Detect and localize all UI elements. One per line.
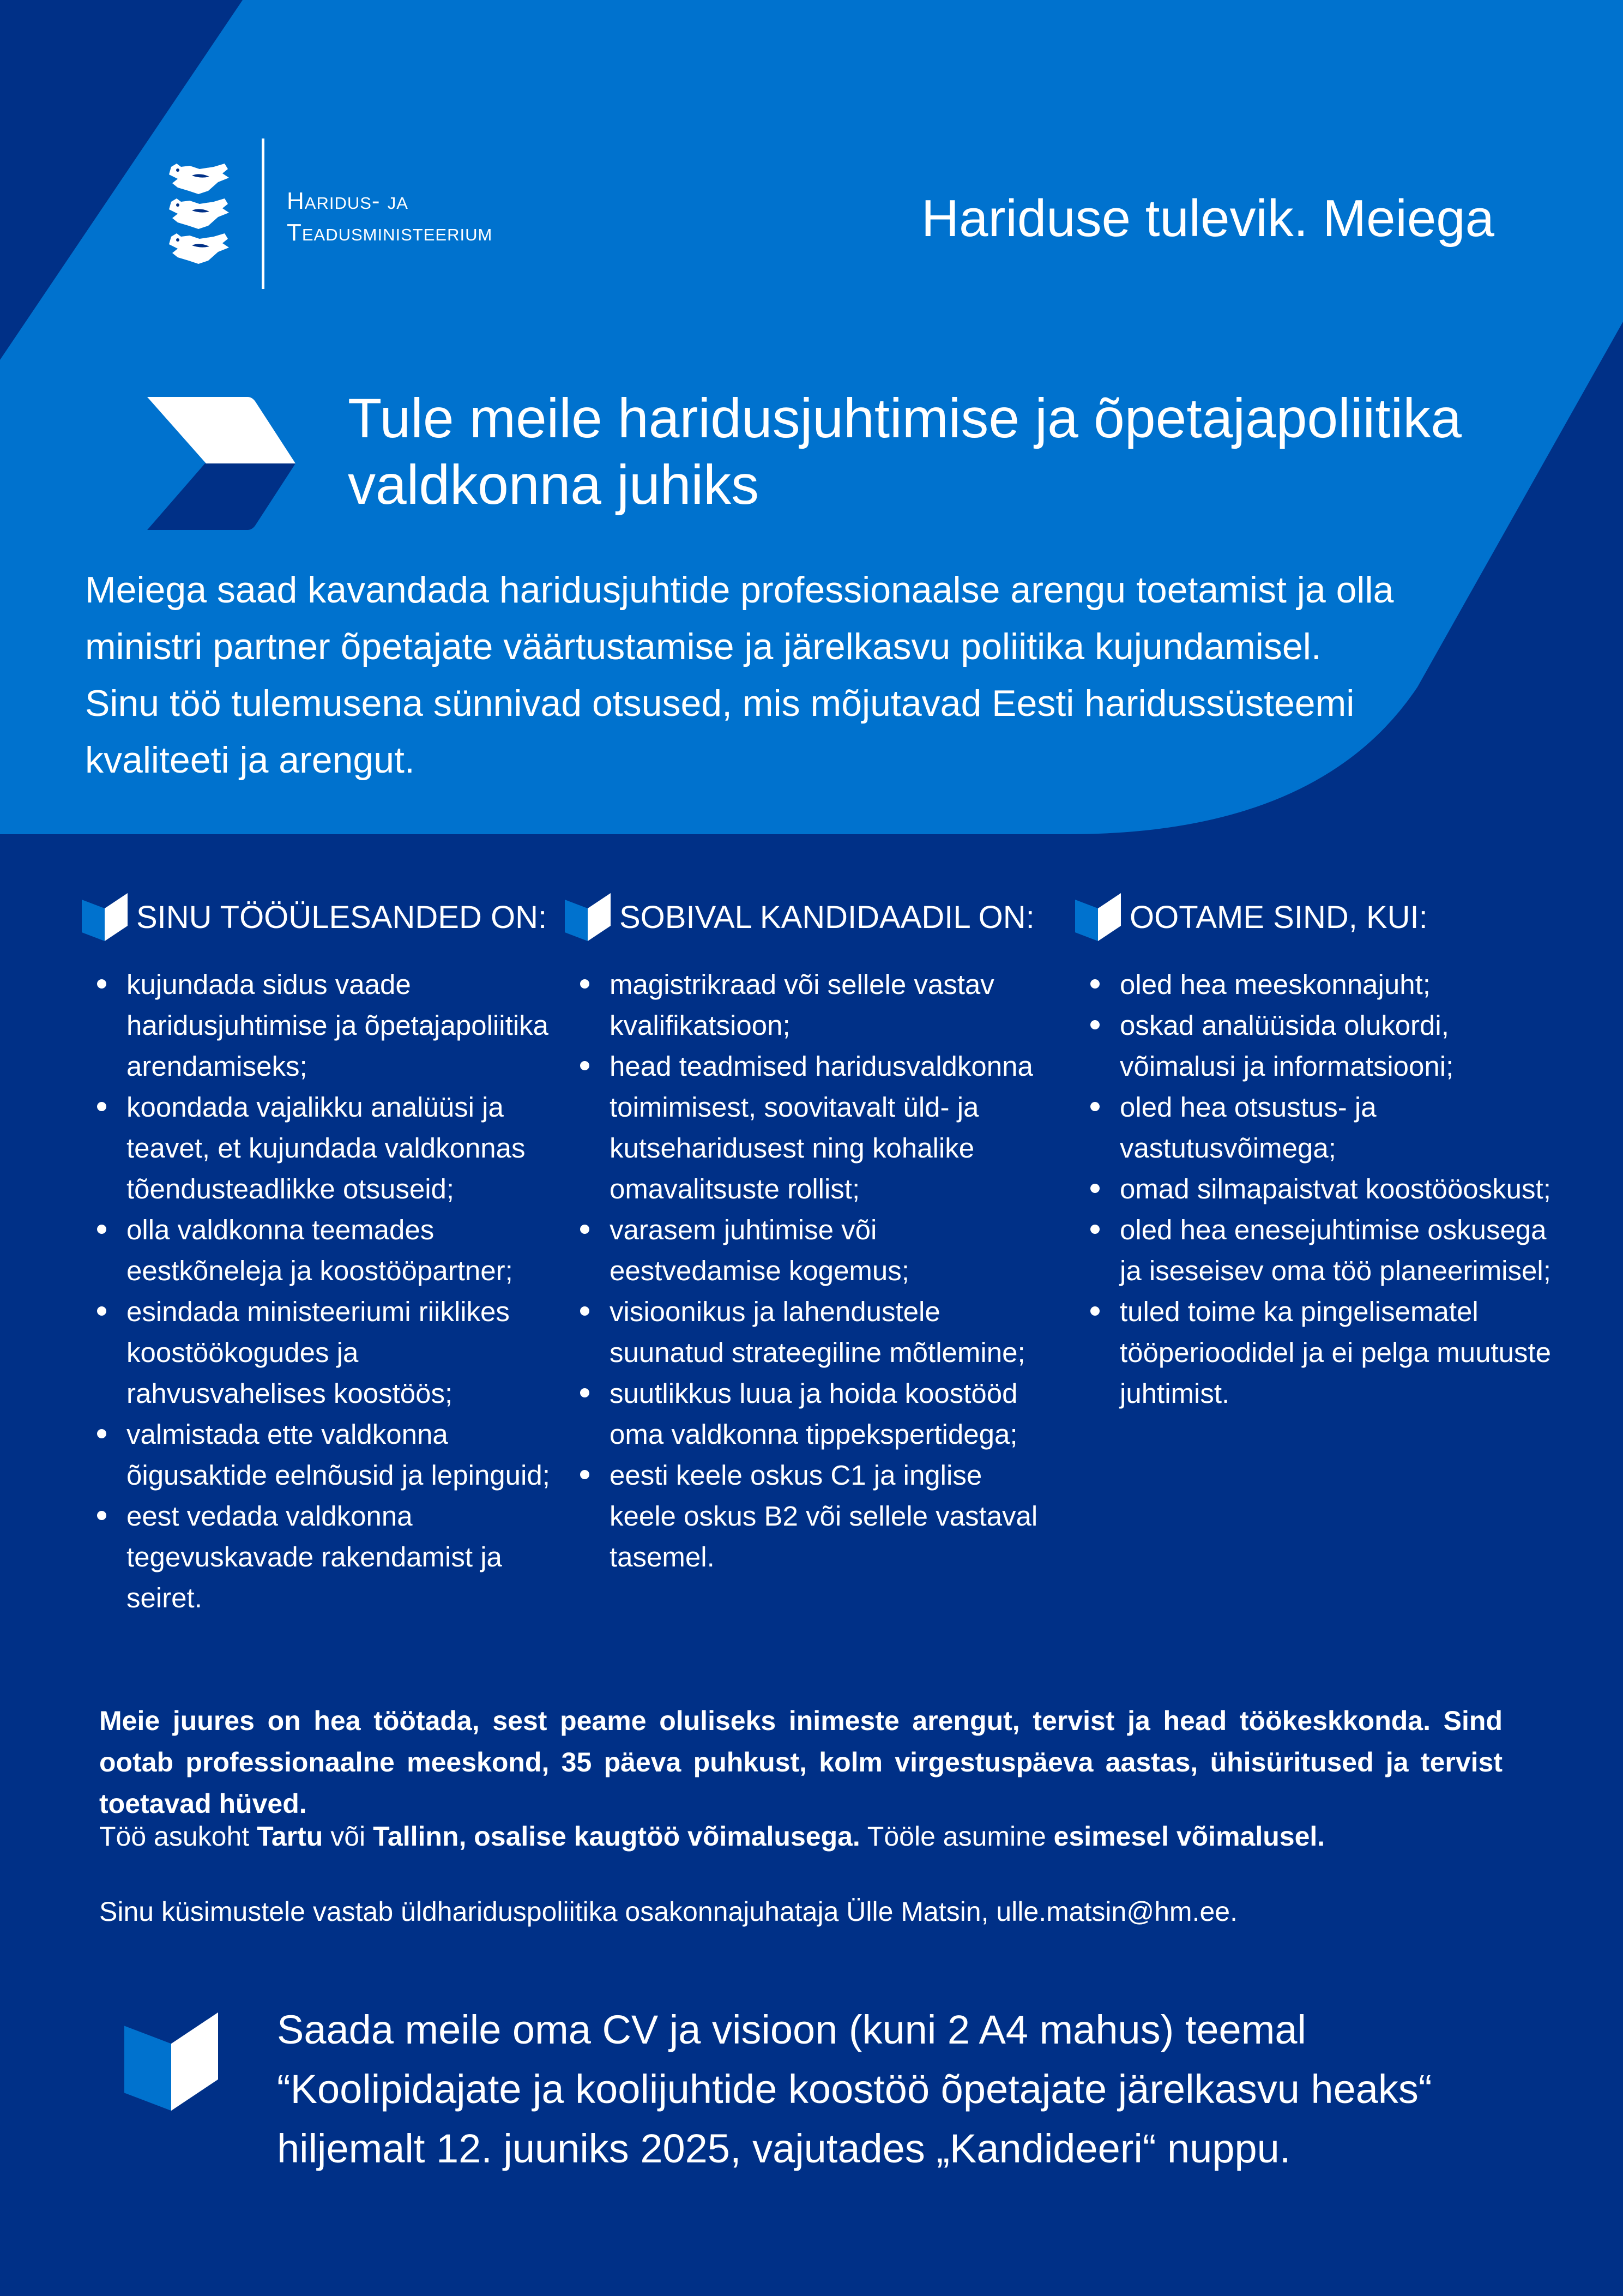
list-item: visioonikus ja lahendustele suunatud strateegiline mõtlemine; (610, 1291, 1045, 1373)
ministry-name (287, 185, 492, 249)
list-item: oskad analüüsida olukordi, võimalusi ja informatsiooni; (1120, 1005, 1555, 1087)
list-item: koondada vajalikku analüüsi ja teavet, et kujundada valdkonnas tõendusteadlikke otsuseid; (126, 1087, 551, 1209)
call-to-action (277, 2000, 1542, 2178)
logo-divider (262, 138, 264, 289)
location-prefix: Töö asukoht (99, 1821, 257, 1852)
location-city-tartu: Tartu (257, 1821, 323, 1852)
open-book-icon (1075, 893, 1121, 941)
list-item: oled hea enesejuhtimise oskusega ja iseseisev oma töö planeerimisel; (1120, 1209, 1555, 1291)
start-prefix: Tööle asumine (860, 1821, 1054, 1852)
list-item: magistrikraad või sellele vastav kvalifikatsioon; (610, 964, 1045, 1046)
list-item: eesti keele oskus C1 ja inglise keele oskus B2 või sellele vastaval tasemel. (610, 1455, 1045, 1577)
requirements-title: SOBIVAL KANDIDAADIL ON: (619, 899, 1035, 935)
cta-line2: “Koolipidajate ja koolijuhtide koostöö õpetajate järelkasvu heaks“ (277, 2066, 1432, 2112)
ministry-name-line2: Teadusministeerium (287, 219, 493, 246)
three-lions-crest-icon (161, 161, 238, 266)
expectations-column (1075, 892, 1555, 1414)
cta-line1: Saada meile oma CV ja visioon (kuni 2 A4 mahus) teemal (277, 2007, 1306, 2052)
intro-text (85, 562, 1503, 788)
chevron-mark-icon (147, 396, 295, 531)
location-text (99, 1816, 1517, 1857)
open-book-icon (82, 893, 128, 941)
page-title-line1: Tule meile haridusjuhtimise ja õpetajapoliitika (348, 387, 1462, 449)
page-title-line2: valdkonna juhiks (348, 454, 759, 516)
list-item: omad silmapaistvat koostööoskust; (1120, 1168, 1555, 1209)
list-item: oled hea otsustus- ja vastutusvõimega; (1120, 1087, 1555, 1168)
location-city-tallinn: Tallinn, osalise kaugtöö võimalusega. (373, 1821, 860, 1852)
start-date: esimesel võimalusel. (1053, 1821, 1325, 1852)
list-item: tuled toime ka pingelisematel tööperioodidel ja ei pelga muutuste juhtimist. (1120, 1291, 1555, 1414)
list-item: esindada ministeeriumi riiklikes koostöökogudes ja rahvusvahelises koostöös; (126, 1291, 551, 1414)
ministry-name-line1: Haridus- ja (287, 188, 408, 214)
requirements-list (565, 964, 1045, 1577)
tasks-list (82, 964, 551, 1618)
list-item: eest vedada valdkonna tegevuskavade rakendamist ja seiret. (126, 1496, 551, 1618)
tasks-title: SINU TÖÖÜLESANDED ON: (136, 899, 547, 935)
intro-line: Sinu töö tulemusena sünnivad otsused, mis mõjutavad Eesti haridussüsteemi (85, 683, 1355, 724)
list-item: oled hea meeskonnajuht; (1120, 964, 1555, 1005)
requirements-column (565, 892, 1045, 1577)
benefits-text: Meie juures on hea töötada, sest peame oluliseks inimeste arengut, tervist ja head töökeskkonda. Sind ootab professionaalne meeskond, 35 päeva puhkust, kolm virgestuspäeva aastas, ühisüritused ja tervist toetavad hüved. (99, 1706, 1503, 1819)
location-or: või (323, 1821, 373, 1852)
open-book-icon (124, 2012, 218, 2111)
list-item: suutlikkus luua ja hoida koostööd oma valdkonna tippekspertidega; (610, 1373, 1045, 1455)
tasks-column (82, 892, 551, 1618)
page-title (348, 385, 1520, 518)
tagline: Hariduse tulevik. Meiega (921, 189, 1494, 248)
contact-text: Sinu küsimustele vastab üldhariduspoliitika osakonnajuhataja Ülle Matsin, ulle.matsin@hm.ee. (99, 1896, 1238, 1927)
tasks-heading (82, 892, 551, 942)
intro-line: kvaliteeti ja arengut. (85, 739, 415, 781)
open-book-icon (565, 893, 611, 941)
list-item: valmistada ette valdkonna õigusaktide eelnõusid ja lepinguid; (126, 1414, 551, 1496)
cta-line3: hiljemalt 12. juuniks 2025, vajutades „Kandideeri“ nuppu. (277, 2126, 1291, 2171)
list-item: olla valdkonna teemades eestkõneleja ja koostööpartner; (126, 1209, 551, 1291)
expectations-heading (1075, 892, 1555, 942)
expectations-title: OOTAME SIND, KUI: (1130, 899, 1428, 935)
list-item: head teadmised haridusvaldkonna toimimisest, soovitavalt üld- ja kutseharidusest ning kohalike omavalitsuste rollist; (610, 1046, 1045, 1209)
requirements-heading (565, 892, 1045, 942)
intro-line: ministri partner õpetajate väärtustamise ja järelkasvu poliitika kujundamisel. (85, 626, 1322, 667)
intro-line: Meiega saad kavandada haridusjuhtide professionaalse arengu toetamist ja olla (85, 569, 1394, 611)
expectations-list (1075, 964, 1555, 1414)
list-item: kujundada sidus vaade haridusjuhtimise ja õpetajapoliitika arendamiseks; (126, 964, 551, 1087)
list-item: varasem juhtimise või eestvedamise kogemus; (610, 1209, 1045, 1291)
